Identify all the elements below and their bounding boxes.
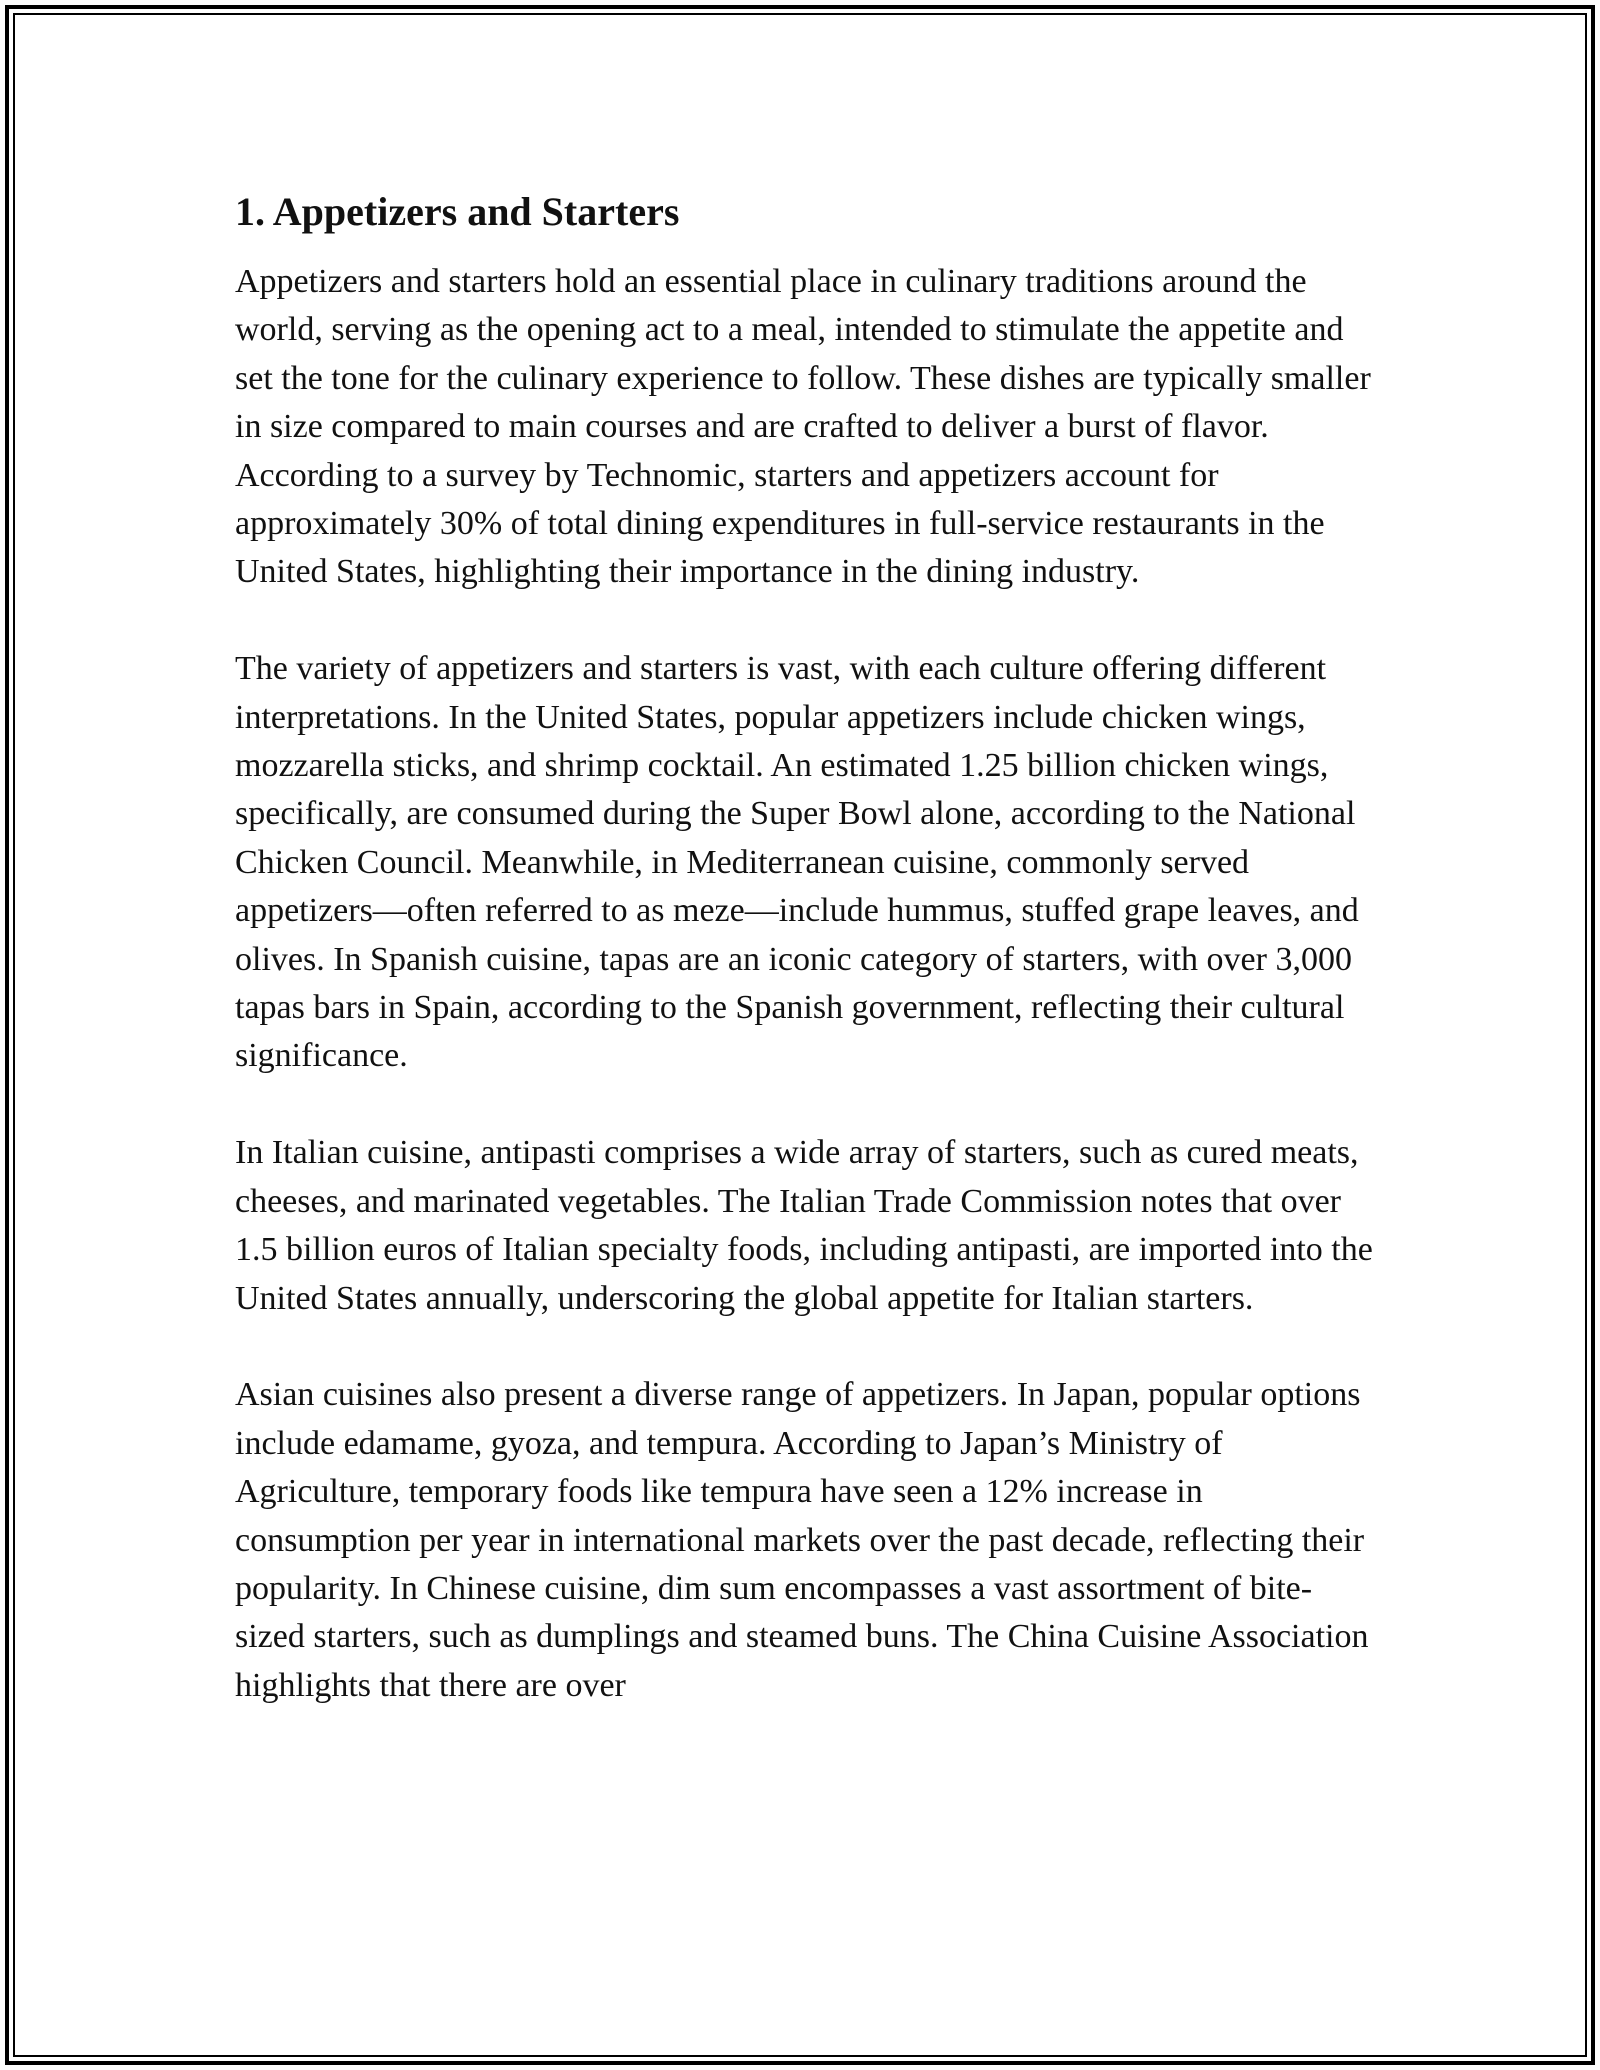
- section-content: [235, 184, 1375, 1759]
- paragraph-italian: In Italian cuisine, antipasti comprises a wide array of starters, such as cured meats, cheeses, and marinated vegetables. The Italian Trade Commission notes that over 1.5 billion euros of Italian specialty foods, including antipasti, are imported into the United States annually, underscoring the global appetite for Italian starters.: [235, 1134, 1373, 1317]
- paragraph-intro: Appetizers and starters hold an essential place in culinary traditions around the world, serving as the opening act to a meal, intended to stimulate the appetite and set the tone for the culinary experience to follow. These dishes are typically smaller in size compared to main courses and are crafted to deliver a burst of flavor. According to a survey by Technomic, starters and appetizers account for approximately 30% of total dining expenditures in full-service restaurants in the United States, highlighting their importance in the dining industry.: [235, 263, 1371, 591]
- paragraph-variety: The variety of appetizers and starters is vast, with each culture offering different interpretations. In the United States, popular appetizers include chicken wings, mozzarella sticks, and shrimp cocktail. An estimated 1.25 billion chicken wings, specifically, are consumed during the Super Bowl alone, according to the National Chicken Council. Meanwhile, in Mediterranean cuisine, commonly served appetizers—often referred to as meze—include hummus, stuffed grape leaves, and olives. In Spanish cuisine, tapas are an iconic category of starters, with over 3,000 tapas bars in Spain, according to the Spanish government, reflecting their cultural significance.: [235, 650, 1359, 1075]
- paragraph-asian: Asian cuisines also present a diverse range of appetizers. In Japan, popular options include edamame, gyoza, and tempura. According to Japan’s Ministry of Agriculture, temporary foods like tempura have seen a 12% increase in consumption per year in international markets over the past decade, reflecting their popularity. In Chinese cuisine, dim sum encompasses a vast assortment of bite-sized starters, such as dumplings and steamed buns. The China Cuisine Association highlights that there are over: [235, 1376, 1369, 1704]
- section-heading: 1. Appetizers and Starters: [235, 189, 680, 234]
